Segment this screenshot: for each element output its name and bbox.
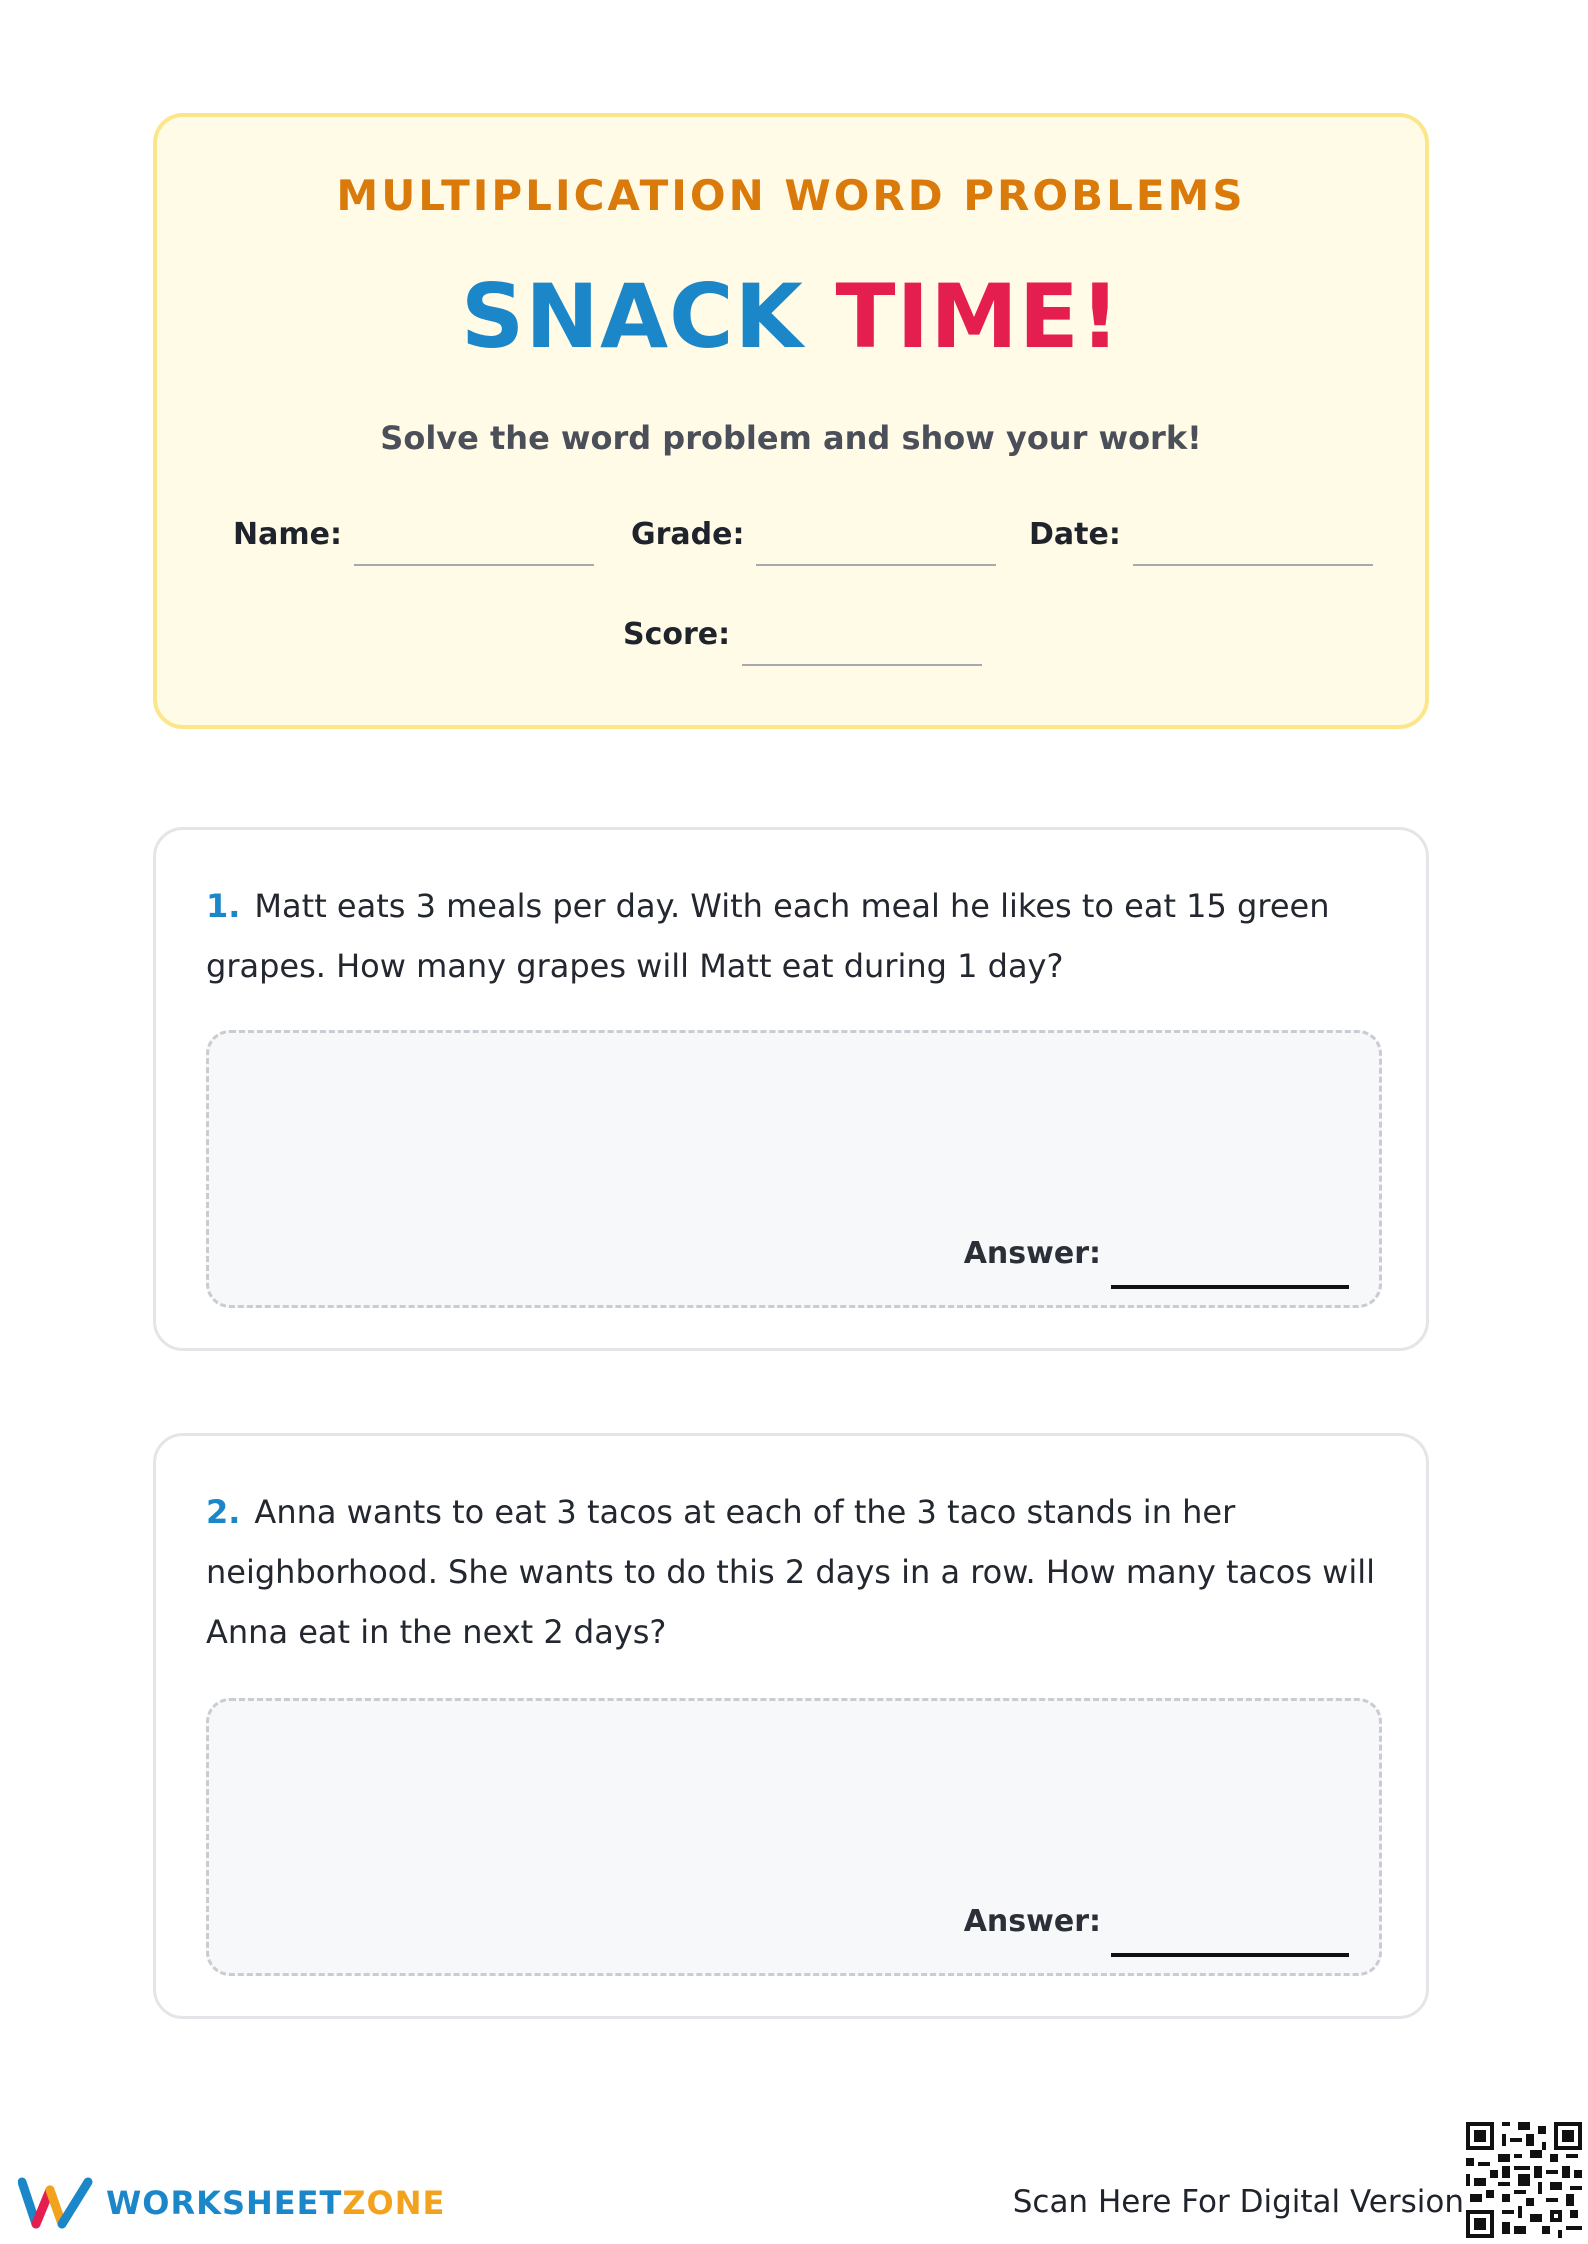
name-field[interactable] [233, 517, 594, 552]
answer-blank-line[interactable] [1111, 1953, 1349, 1957]
worksheet-title [157, 265, 1425, 368]
question-card-2 [153, 1433, 1429, 2019]
score-field[interactable] [623, 617, 982, 652]
title-part-2: TIME! [835, 265, 1122, 368]
question-number: 1. [206, 887, 241, 925]
work-area[interactable] [206, 1030, 1382, 1308]
work-area[interactable] [206, 1698, 1382, 1976]
date-field[interactable] [1029, 517, 1373, 552]
grade-blank-line[interactable] [756, 564, 996, 566]
date-label: Date: [1029, 517, 1121, 552]
question-text [206, 1482, 1376, 1662]
worksheetzone-logo-icon [18, 2176, 96, 2230]
brand-name-part-1: WORKSHEET [106, 2184, 343, 2222]
worksheet-subject: MULTIPLICATION WORD PROBLEMS [336, 171, 1246, 220]
name-label: Name: [233, 517, 342, 552]
grade-field[interactable] [631, 517, 996, 552]
worksheet-instruction: Solve the word problem and show your work! [380, 419, 1202, 457]
scan-caption: Scan Here For Digital Version [1012, 2184, 1464, 2220]
question-body: Anna wants to eat 3 tacos at each of the 3 taco stands in her neighborhood. She wants to do this 2 days in a row. How many tacos will Anna eat in the next 2 days? [206, 1493, 1375, 1651]
answer-field[interactable] [964, 1236, 1349, 1271]
question-card-1 [153, 827, 1429, 1351]
question-text [206, 876, 1376, 996]
answer-field[interactable] [964, 1904, 1349, 1939]
answer-label: Answer: [963, 1236, 1101, 1271]
brand-logo[interactable] [18, 2176, 445, 2230]
qr-code-icon[interactable] [1466, 2122, 1582, 2238]
date-blank-line[interactable] [1133, 564, 1373, 566]
score-blank-line[interactable] [742, 664, 982, 666]
answer-label: Answer: [963, 1904, 1101, 1939]
worksheet-header [153, 113, 1429, 729]
name-blank-line[interactable] [354, 564, 594, 566]
brand-name-part-2: ZONE [342, 2184, 446, 2222]
answer-blank-line[interactable] [1111, 1285, 1349, 1289]
grade-label: Grade: [631, 517, 745, 552]
brand-name [106, 2184, 445, 2222]
title-part-1: SNACK [460, 265, 804, 368]
question-number: 2. [206, 1493, 241, 1531]
score-label: Score: [623, 617, 731, 652]
question-body: Matt eats 3 meals per day. With each meal he likes to eat 15 green grapes. How many grapes will Matt eat during 1 day? [206, 887, 1330, 985]
